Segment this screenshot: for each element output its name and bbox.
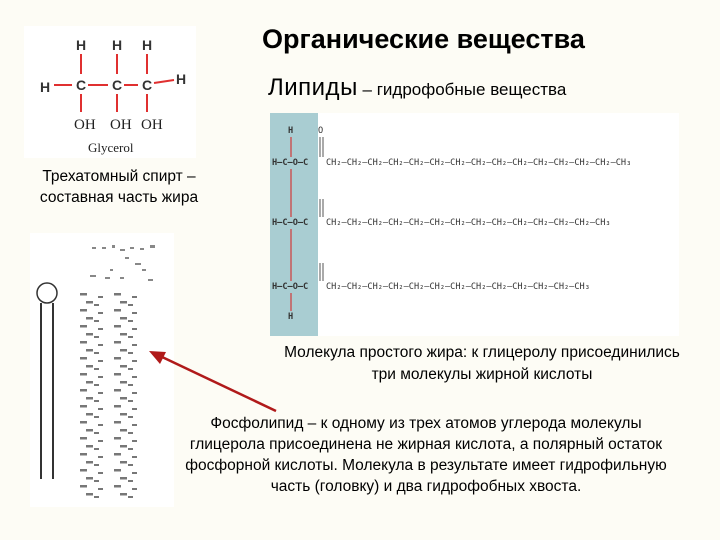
chain-mark [132,344,137,346]
phospholipid-chain-left [80,293,103,498]
glycerol-h-right: H [176,71,187,87]
fat-row-h-bottom: H [288,312,294,322]
phospholipid-diagram [30,233,174,507]
chain-mark [114,293,121,296]
chain-mark [120,365,127,368]
chain-mark [128,336,133,338]
chain-mark [94,384,99,386]
glycerol-c-2: C [112,77,123,93]
chain-mark [132,392,137,394]
page-title: Органические вещества [262,24,585,54]
fat-row-2-chain: CH₂–CH₂–CH₂–CH₂–CH₂–CH₂–CH₂–CH₂–CH₂–CH₂–CH₂–CH₂–CH₂–CH₃ [326,218,611,228]
chain-mark [80,293,87,296]
chain-mark [80,405,87,408]
chain-mark [80,373,87,376]
chain-mark [86,365,93,368]
fat-row-o-top: O [318,126,324,136]
glycerol-h-top-1: H [76,37,87,53]
chain-mark [120,477,127,480]
chain-mark [132,424,137,426]
chain-mark [80,341,87,344]
glycerol-oh-1: OH [74,117,96,133]
chain-mark [120,493,127,496]
chain-mark [98,472,103,474]
chain-mark [128,400,133,402]
chain-mark [128,496,133,498]
chain-mark [86,461,93,464]
glycerol-oh-2: OH [110,117,132,133]
fat-row-3-chain: CH₂–CH₂–CH₂–CH₂–CH₂–CH₂–CH₂–CH₂–CH₂–CH₂–CH₂–CH₂–CH₃ [326,282,590,292]
glycerol-c-1: C [76,77,87,93]
chain-mark [98,344,103,346]
chain-mark [114,453,121,456]
chain-mark [120,397,127,400]
chain-mark [98,392,103,394]
glycerol-structure [24,26,196,158]
chain-mark [94,304,99,306]
fat-molecule-svg [270,113,679,336]
glycerol-caption: Трехатомный спирт – составная часть жира [39,168,199,206]
phospholipid-caption: Фосфолипид – к одному из трех атомов углерода молекулы глицерола присоединена не жирная кислота, а полярный остаток фосфорной кислоты. Молекула в результате имеет гидрофильную часть (головку) и два гидрофобных хвоста. [185,415,667,495]
chain-mark [114,469,121,472]
chain-mark [132,296,137,298]
chain-mark [114,405,121,408]
chain-mark [132,376,137,378]
bond [154,80,174,83]
chain-mark [86,445,93,448]
chain-mark [94,480,99,482]
chain-mark [120,349,127,352]
chain-mark [94,352,99,354]
chain-mark [132,472,137,474]
chain-mark [114,389,121,392]
chain-mark [94,416,99,418]
chain-mark [80,485,87,488]
fat-row-1-head: H–C–O–C [272,158,309,168]
chain-mark [120,445,127,448]
fat-caption: Молекула простого жира: к глицеролу присоединились три молекулы жирной кислоты [284,344,680,383]
chain-mark [98,328,103,330]
chain-mark [80,325,87,328]
phospholipid-chain-right [114,293,137,498]
glycerol-oh-3: OH [141,117,163,133]
chain-mark [80,437,87,440]
chain-mark [132,408,137,410]
chain-mark [120,317,127,320]
chain-mark [80,309,87,312]
chain-mark [132,312,137,314]
chain-mark [86,333,93,336]
chain-mark [98,440,103,442]
chain-mark [94,320,99,322]
chain-mark [98,456,103,458]
fat-row-3-head: H–C–O–C [272,282,309,292]
chain-mark [94,368,99,370]
chain-mark [86,477,93,480]
glycerol-c-3: C [142,77,153,93]
chain-mark [94,400,99,402]
chain-mark [128,448,133,450]
chain-mark [98,424,103,426]
glycerol-h-top-3: H [142,37,153,53]
chain-mark [128,432,133,434]
chain-mark [128,480,133,482]
chain-mark [94,464,99,466]
chain-mark [128,464,133,466]
subtitle-rest: – гидрофобные вещества [357,80,567,99]
chain-mark [80,453,87,456]
chain-mark [94,448,99,450]
chain-mark [80,421,87,424]
chain-mark [132,328,137,330]
chain-mark [80,357,87,360]
chain-mark [114,437,121,440]
chain-mark [128,352,133,354]
chain-mark [128,304,133,306]
chain-mark [120,429,127,432]
chain-mark [114,421,121,424]
chain-mark [114,309,121,312]
chain-mark [114,341,121,344]
glycerol-name: Glycerol [88,140,134,155]
chain-mark [94,432,99,434]
chain-mark [114,485,121,488]
chain-mark [98,488,103,490]
chain-mark [98,296,103,298]
fat-row-2-head: H–C–O–C [272,218,309,228]
chain-mark [86,301,93,304]
chain-mark [114,325,121,328]
subtitle-main: Липиды [268,74,358,101]
chain-mark [86,493,93,496]
chain-mark [86,429,93,432]
chain-mark [132,440,137,442]
chain-mark [128,384,133,386]
chain-mark [94,496,99,498]
chain-mark [114,357,121,360]
chain-mark [86,397,93,400]
chain-mark [98,376,103,378]
arrow-line [160,356,276,411]
chain-mark [98,312,103,314]
fat-molecule-structure [270,113,679,336]
chain-mark [80,469,87,472]
phospholipid-svg [30,233,174,507]
subtitle [268,74,566,102]
phospholipid-head [37,283,57,303]
fat-row-1-chain: CH₂–CH₂–CH₂–CH₂–CH₂–CH₂–CH₂–CH₂–CH₂–CH₂–CH₂–CH₂–CH₂–CH₂–CH₃ [326,158,632,168]
chain-mark [120,413,127,416]
chain-mark [132,456,137,458]
chain-mark [120,381,127,384]
chain-mark [98,408,103,410]
chain-mark [114,373,121,376]
glycerol-structure-svg [24,26,196,158]
chain-mark [128,416,133,418]
chain-mark [120,461,127,464]
chain-mark [80,389,87,392]
chain-mark [132,360,137,362]
glycerol-h-top-2: H [112,37,123,53]
chain-mark [132,488,137,490]
chain-mark [128,320,133,322]
chain-mark [86,349,93,352]
chain-mark [120,301,127,304]
chain-mark [120,333,127,336]
phospholipid-formula-dots [90,245,155,281]
chain-mark [94,336,99,338]
fat-row-h-top: H [288,126,294,136]
chain-mark [86,413,93,416]
chain-mark [128,368,133,370]
chain-mark [86,381,93,384]
glycerol-h-left: H [40,79,51,95]
chain-mark [86,317,93,320]
chain-mark [98,360,103,362]
